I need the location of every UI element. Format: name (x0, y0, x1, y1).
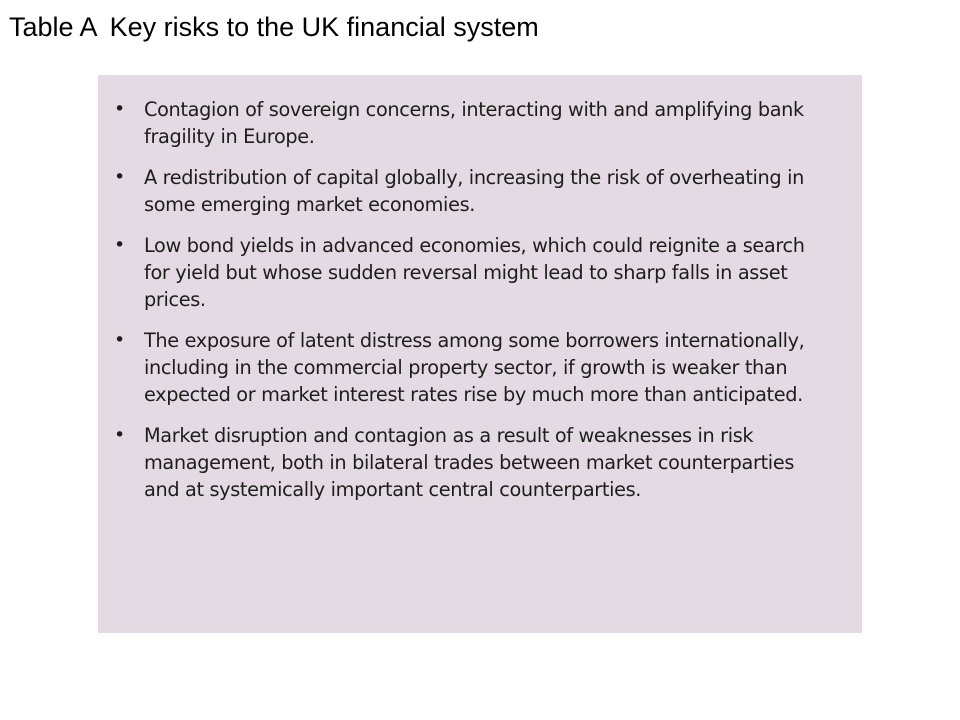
risk-text: A redistribution of capital globally, increasing the risk of overheating in some emerging market economies. (144, 166, 804, 216)
list-item (114, 327, 832, 408)
bullet-icon: • (114, 329, 125, 351)
bullet-icon: • (114, 166, 125, 188)
bullet-icon: • (114, 234, 125, 256)
list-item (114, 164, 832, 218)
list-item (114, 422, 832, 503)
bullet-icon: • (114, 98, 125, 120)
risk-text: The exposure of latent distress among some borrowers internationally, including in the commercial property sector, if growth is weaker than expected or market interest rates rise by much more than anticipated. (144, 329, 805, 406)
bullet-icon: • (114, 424, 125, 446)
table-title: Key risks to the UK financial system (109, 12, 539, 42)
page-title (9, 10, 539, 44)
risk-text: Low bond yields in advanced economies, which could reignite a search for yield but whose sudden reversal might lead to sharp falls in asset prices. (144, 234, 805, 311)
risk-text: Market disruption and contagion as a result of weaknesses in risk management, both in bilateral trades between market counterparties and at systemically important central counterparties. (144, 424, 795, 501)
list-item (114, 232, 832, 313)
list-item (114, 96, 832, 150)
risk-list (114, 96, 832, 503)
risk-panel (98, 75, 862, 633)
table-label: Table A (9, 12, 98, 42)
risk-text: Contagion of sovereign concerns, interacting with and amplifying bank fragility in Europe. (144, 98, 804, 148)
